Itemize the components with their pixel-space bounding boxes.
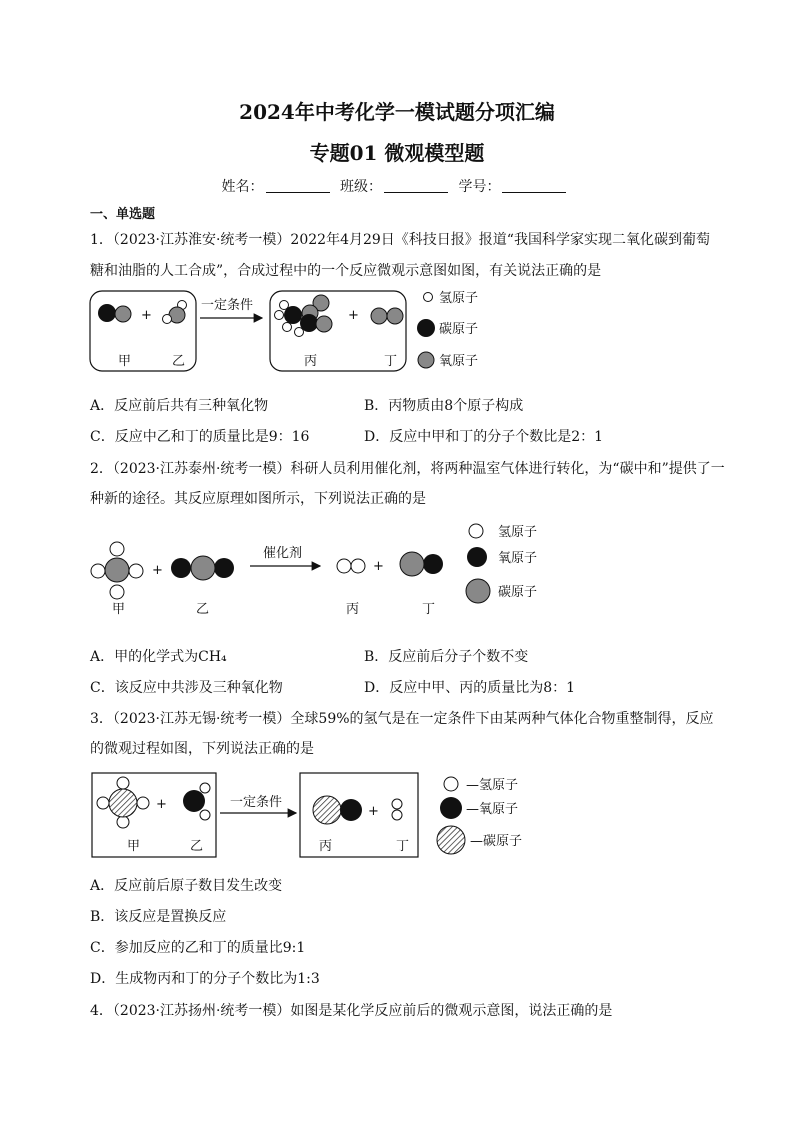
page-title: 2024年中考化学一模试题分项汇编 [239,100,555,124]
q1-stem-line2: 糖和油脂的人工合成”，合成过程中的一个反应微观示意图如图，有关说法正确的是 [90,263,602,279]
hydrogen-atom [280,301,289,310]
hydrogen-atom [91,564,105,578]
q2-arrow-label: 催化剂 [263,546,303,561]
q3-label-yi: 乙 [190,839,204,854]
oxygen-atom [340,799,362,821]
q2-legend-c: 碳原子 [498,585,538,600]
legend-oxygen-icon [418,352,434,368]
carbon-atom [191,556,215,580]
q2-legend-o: 氧原子 [498,551,538,566]
q3-arrow-label: 一定条件 [230,795,283,810]
hydrogen-atom [200,783,210,793]
q3-legend-o: —氧原子 [466,802,519,817]
hydrogen-atom [337,559,351,573]
q1-plus-2: + [348,308,359,323]
q2-option-a[interactable]: A．甲的化学式为CH₄ [90,649,227,665]
q1-option-a[interactable]: A．反应前后共有三种氧化物 [90,398,269,414]
hydrogen-atom [110,585,124,599]
q3-label-bing: 丙 [319,839,333,854]
q1-legend-h: 氢原子 [439,291,479,306]
q3-label-jia: 甲 [127,839,141,854]
hydrogen-atom [110,542,124,556]
q1-arrow-label: 一定条件 [201,298,254,313]
q3-option-c[interactable]: C．参加反应的乙和丁的质量比9:1 [90,940,306,956]
q3-stem-line2: 的微观过程如图，下列说法正确的是 [90,741,314,757]
carbon-atom [105,558,129,582]
q1-legend-o: 氧原子 [439,354,479,369]
q1-option-b[interactable]: B．丙物质由8个原子构成 [364,398,524,414]
q2-plus-2: + [373,559,384,574]
legend-carbon-icon [466,579,490,603]
oxygen-atom [183,790,205,812]
hydrogen-atom [295,328,304,337]
hydrogen-atom [351,559,365,573]
hydrogen-atom [163,315,172,324]
section-heading: 一、单选题 [90,207,156,222]
hydrogen-atom [129,564,143,578]
oxygen-atom [171,558,191,578]
oxygen-atom [371,308,387,324]
q2-option-c[interactable]: C．该反应中共涉及三种氧化物 [90,680,283,696]
q1-option-d[interactable]: D．反应中甲和丁的分子个数比是2：1 [364,429,604,445]
legend-oxygen-icon [440,797,462,819]
carbon-atom [400,552,424,576]
q2-label-ding: 丁 [422,602,436,617]
q1-label-ding: 丁 [384,354,398,369]
legend-oxygen-icon [467,547,487,567]
hydrogen-atom [117,777,129,789]
legend-hydrogen-icon [444,777,458,791]
q3-label-ding: 丁 [396,839,410,854]
q1-label-yi: 乙 [172,354,186,369]
oxygen-atom [316,316,332,332]
q2-plus-1: + [152,563,163,578]
hydrogen-atom [137,797,149,809]
legend-hydrogen-icon [424,293,433,302]
page-subtitle: 专题01 微观模型题 [309,141,485,165]
q2-label-bing: 丙 [346,602,360,617]
q1-stem-line1: 1．（2023·江苏淮安·统考一模）2022年4月29日《科技日报》报道“我国科学家实现二氧化碳到葡萄 [90,232,710,248]
carbon-atom [109,789,137,817]
q1-option-c[interactable]: C．反应中乙和丁的质量比是9：16 [90,429,310,445]
q1-label-jia: 甲 [118,354,132,369]
oxygen-atom [214,558,234,578]
name-label: 姓名： [221,179,264,195]
hydrogen-atom [283,323,292,332]
hydrogen-atom [275,311,284,320]
class-label: 班级： [340,179,382,195]
carbon-atom [313,796,341,824]
q2-stem-line1: 2．（2023·江苏泰州·统考一模）科研人员利用催化剂，将两种温室气体进行转化，为“碳中和”提供了一 [90,461,725,477]
q3-legend-h: —氢原子 [466,778,519,793]
q3-plus-2: + [368,804,379,819]
oxygen-atom [423,554,443,574]
q3-option-a[interactable]: A．反应前后原子数目发生改变 [90,878,283,894]
q3-option-b[interactable]: B．该反应是置换反应 [90,909,227,925]
q3-legend-c: —碳原子 [470,834,523,849]
q2-legend-h: 氢原子 [498,525,538,540]
oxygen-atom [387,308,403,324]
q2-stem-line2: 种新的途径。其反应原理如图所示，下列说法正确的是 [90,491,426,507]
hydrogen-atom [117,816,129,828]
q2-option-d[interactable]: D．反应中甲、丙的质量比为8：1 [364,680,576,696]
q2-option-b[interactable]: B．反应前后分子个数不变 [364,649,529,665]
q1-diagram [90,291,478,371]
q3-stem-line1: 3．（2023·江苏无锡·统考一模）全球59%的氢气是在一定条件下由某两种气体化合物重整制得，反应 [90,711,714,727]
legend-carbon-icon [417,319,435,337]
oxygen-atom [115,306,131,322]
q1-legend-c: 碳原子 [439,322,479,337]
q2-label-jia: 甲 [112,602,126,617]
q2-diagram [91,524,537,617]
q3-option-d[interactable]: D．生成物丙和丁的分子个数比为1:3 [90,971,320,987]
legend-hydrogen-icon [469,524,483,538]
hydrogen-atom [392,799,402,809]
id-label: 学号： [458,179,501,195]
hydrogen-atom [97,797,109,809]
hydrogen-atom [392,810,402,820]
q3-plus-1: + [156,797,167,812]
q1-plus-1: + [141,308,152,323]
legend-carbon-icon [437,826,465,854]
carbon-atom [98,304,116,322]
hydrogen-atom [200,810,210,820]
q4-stem-line1: 4．（2023·江苏扬州·统考一模）如图是某化学反应前后的微观示意图，说法正确的是 [90,1003,613,1019]
q3-diagram [92,773,522,857]
q2-label-yi: 乙 [196,602,210,617]
q1-label-bing: 丙 [304,354,318,369]
